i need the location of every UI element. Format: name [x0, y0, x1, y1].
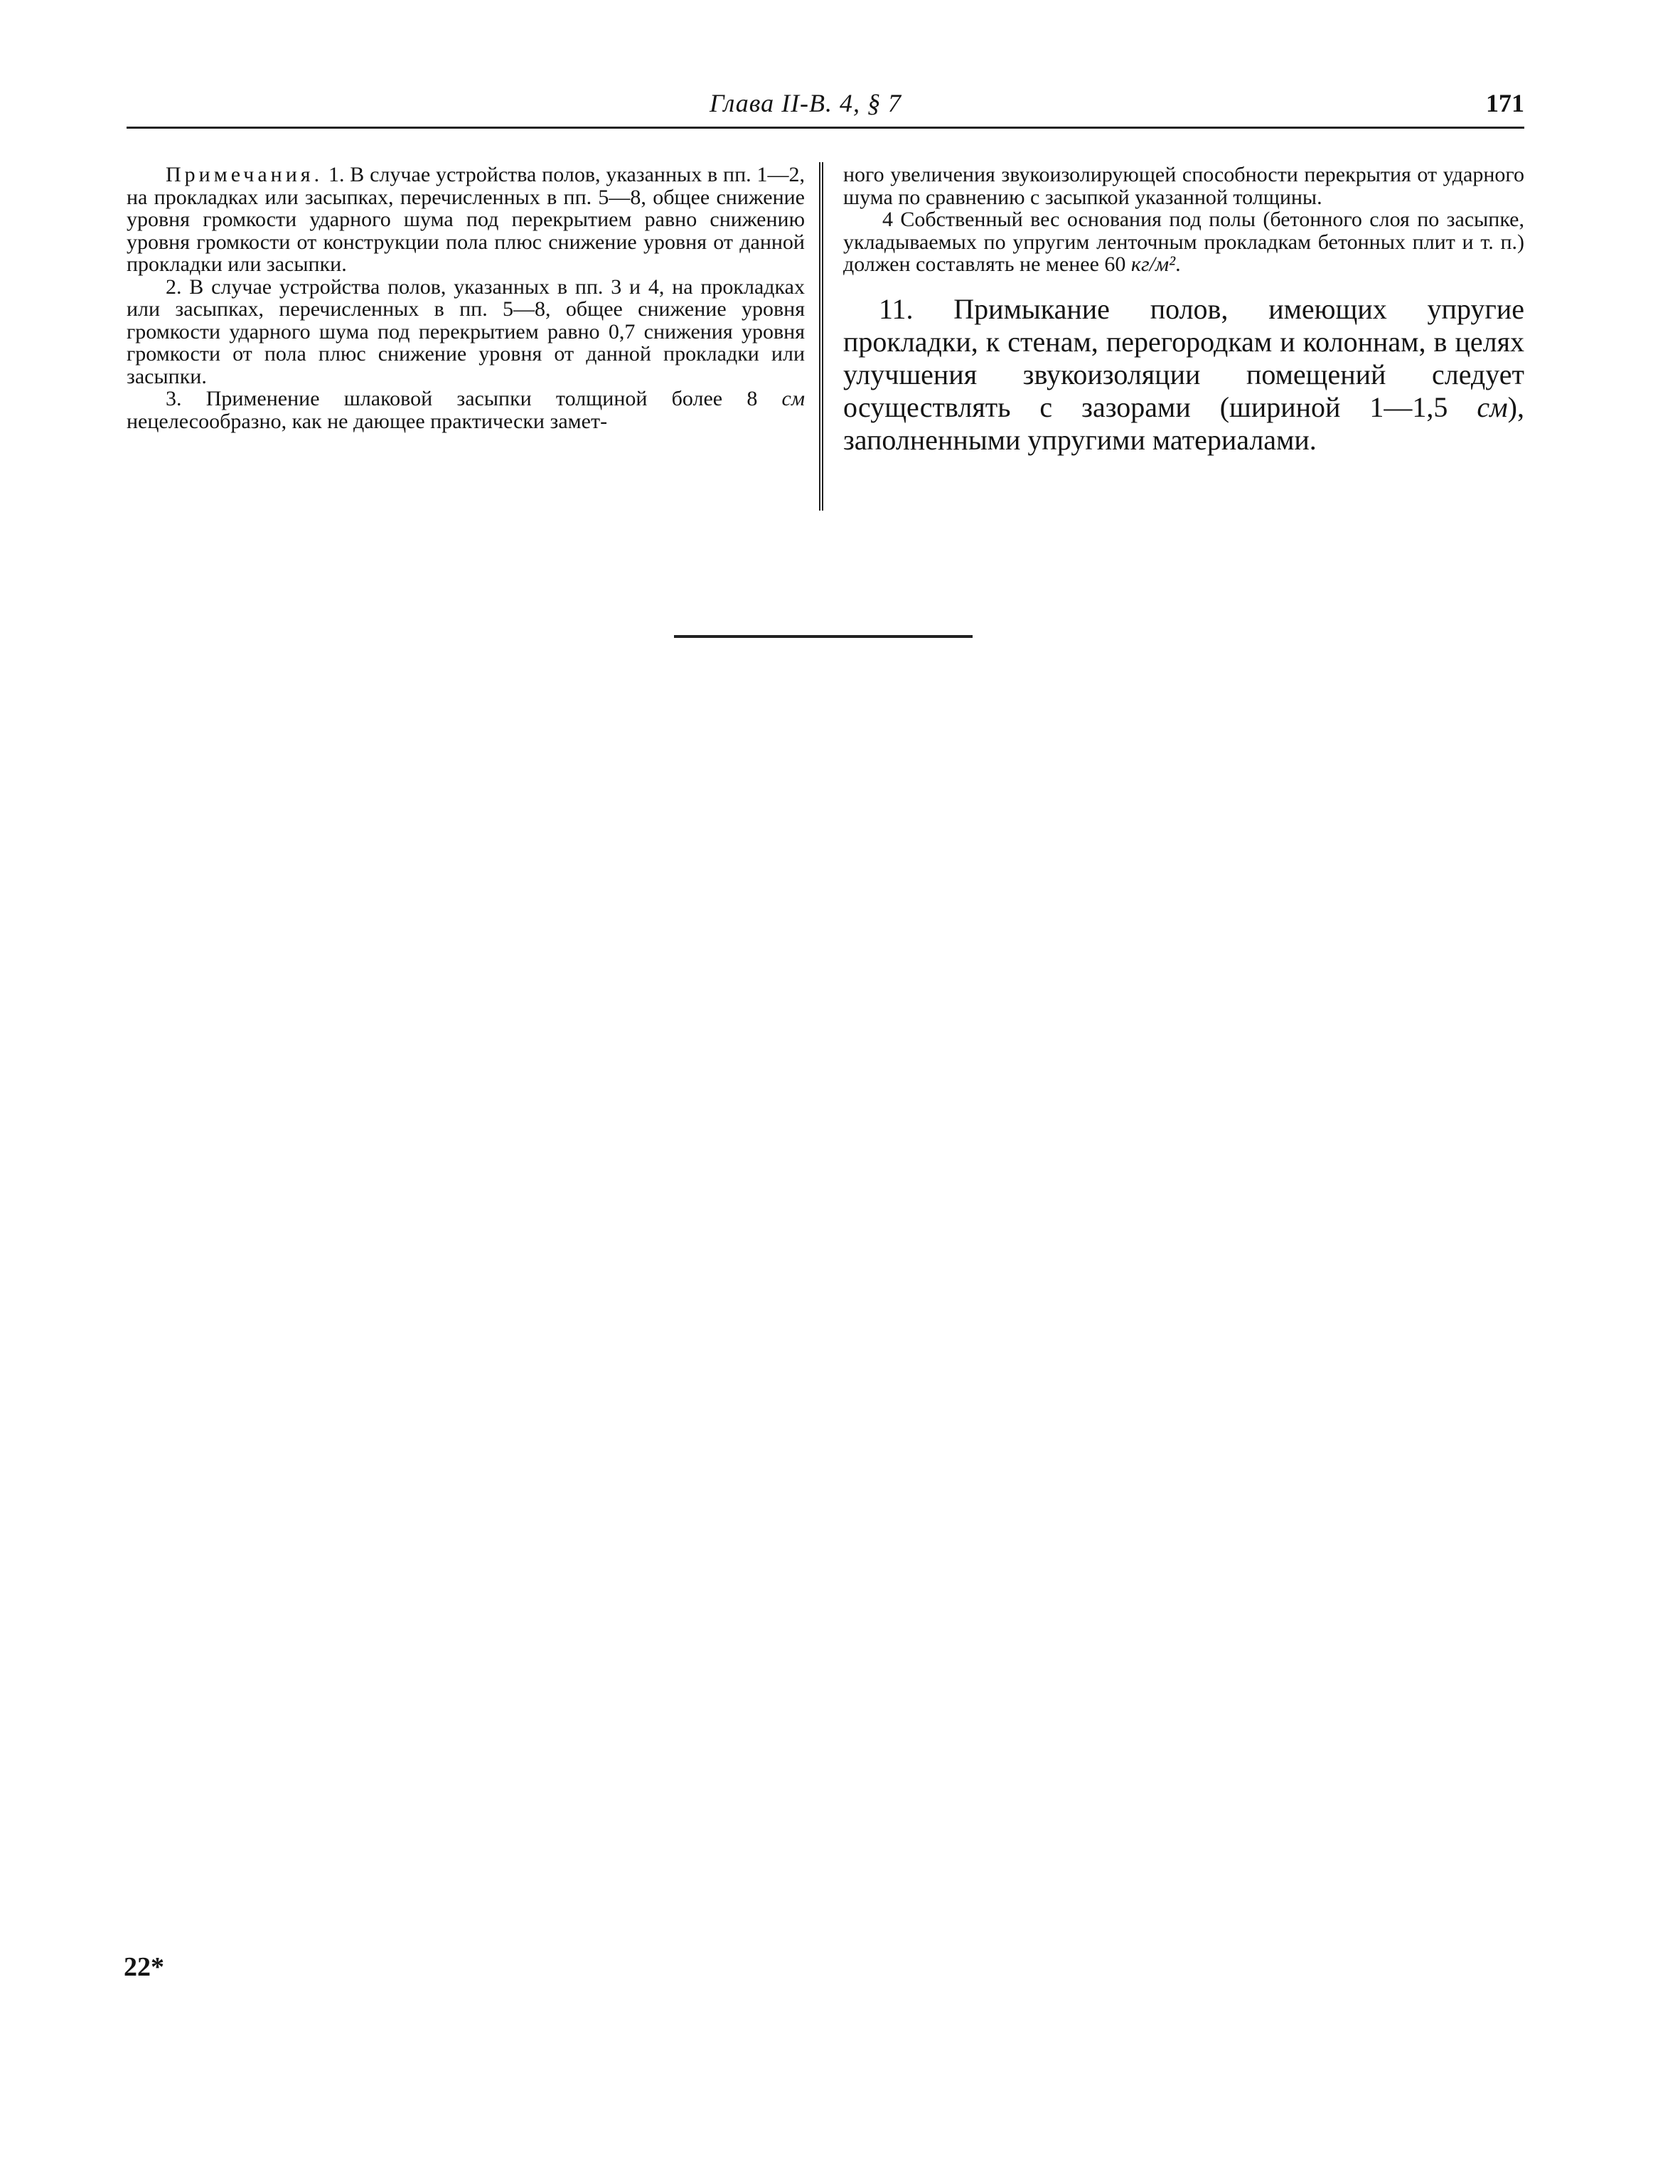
note-3-continued: ного увеличения звукоизолирующей способности перекрытия от ударного шума по сравнению с засыпкой указанной толщины. — [843, 163, 1524, 209]
column-divider — [819, 162, 823, 511]
signature-mark: 22* — [124, 1952, 164, 1982]
note-4 — [843, 208, 1524, 276]
clause-11-part1: 11. Примыкание полов, имеющих упругие прокладки, к стенам, перегородкам и колоннам, в целях улучшения звукоизоляции помещений следует осуществлять с зазорами (шириной 1—1,5 — [843, 292, 1524, 423]
clause-11 — [843, 293, 1524, 457]
left-column — [127, 164, 805, 432]
notes-label: Примечания. — [166, 163, 323, 186]
clause-11-unit: см — [1477, 390, 1508, 423]
page-header — [127, 88, 1524, 125]
note-4-unit: кг/м² — [1130, 252, 1176, 276]
right-column — [843, 164, 1524, 457]
page-number: 171 — [1486, 89, 1524, 117]
note-3-part2: нецелесообразно, как не дающее практически замет- — [127, 409, 608, 433]
running-head: Глава II-В. 4, § 7 — [710, 89, 902, 117]
clause-11-part2: ), заполненными упругими материалами. — [843, 390, 1524, 456]
note-1 — [127, 164, 805, 276]
note-2: 2. В случае устройства полов, указанных в пп. 3 и 4, на прокладках или засыпках, перечисленных в пп. 5—8, общее снижение уровня громкости ударного шума под перекрытием равно 0,7 снижения уровня громкости от пола плюс снижение уровня от данной прокладки или засыпки. — [127, 275, 805, 388]
note-3 — [127, 388, 805, 432]
note-4-part2: . — [1175, 252, 1181, 276]
note-1-text: 1. В случае устройства полов, указанных в пп. 1—2, на прокладках или засыпках, перечисленных в пп. 5—8, общее снижение уровня громкости ударного шума под перекрытием равно снижению уровня громкости от конструкции пола плюс снижение уровня от данной прокладки или засыпки. — [127, 163, 805, 276]
note-3-part1: 3. Применение шлаковой засыпки толщиной более 8 — [166, 387, 782, 410]
note-3-unit: см — [781, 387, 805, 410]
section-end-rule — [674, 635, 973, 638]
note-4-part1: 4 Собственный вес основания под полы (бетонного слоя по засыпке, укладываемых по упругим ленточным прокладкам бетонных плит и т. п.) должен составлять не менее 60 — [843, 208, 1524, 276]
header-rule — [127, 127, 1524, 129]
